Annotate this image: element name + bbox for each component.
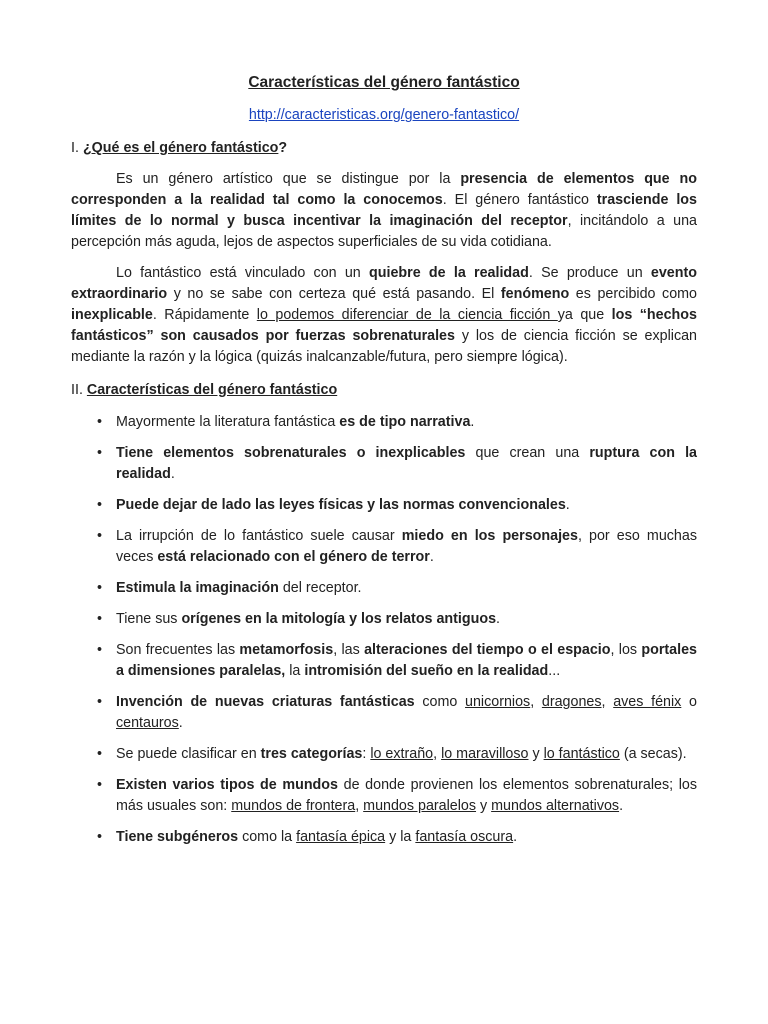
- text-run: como la: [238, 829, 297, 845]
- text-run: .: [513, 829, 518, 845]
- underlined-link[interactable]: unicornios: [465, 694, 531, 710]
- bullet-icon: •: [97, 611, 103, 627]
- text-run: . Rápidamente: [152, 307, 257, 323]
- text-run: ,: [601, 694, 614, 710]
- text-run: ya que: [557, 307, 612, 323]
- text-run: La irrupción de lo fantástico suele causar: [116, 528, 402, 544]
- document-body: [71, 72, 697, 858]
- characteristics-list: [71, 412, 697, 848]
- list-item: [71, 609, 697, 630]
- underlined-link[interactable]: lo podemos diferenciar de la ciencia ficción: [256, 307, 558, 323]
- bold-run: es de tipo narrativa: [339, 414, 471, 430]
- bold-run: inexplicable: [71, 307, 153, 323]
- text-run: , por eso muchas veces: [116, 528, 697, 565]
- underlined-link[interactable]: lo maravilloso: [441, 746, 529, 762]
- bold-run: ruptura con la realidad: [116, 445, 698, 482]
- bold-run: Existen varios tipos de mundos: [116, 777, 338, 793]
- text-run: y: [528, 746, 544, 762]
- text-run: , los: [610, 642, 642, 658]
- text-run: Son frecuentes las: [116, 642, 240, 658]
- text-run: y: [476, 798, 492, 814]
- bullet-icon: •: [97, 694, 103, 710]
- document-title: Características del género fantástico: [248, 74, 520, 91]
- text-run: ,: [530, 694, 542, 710]
- underlined-link[interactable]: mundos paralelos: [363, 798, 477, 814]
- bold-run: trasciende los límites de lo normal y busca incentivar la imaginación del receptor: [71, 192, 697, 229]
- bold-run: intromisión del sueño en la realidad: [304, 663, 549, 679]
- section-2-title: Características del género fantástico: [86, 382, 338, 398]
- text-run: . Se produce un: [528, 265, 651, 281]
- list-item: [71, 775, 697, 817]
- text-run: . El género fantástico: [442, 192, 597, 208]
- text-run: o: [681, 694, 697, 710]
- text-run: .: [496, 611, 501, 627]
- underlined-link[interactable]: dragones: [541, 694, 602, 710]
- text-run: .: [565, 497, 570, 513]
- bullet-icon: •: [97, 829, 103, 845]
- list-item: [71, 412, 697, 433]
- section-1-number: I.: [71, 140, 79, 156]
- paragraph-2: [71, 263, 697, 368]
- source-link-line: [71, 105, 697, 126]
- text-run: del receptor.: [278, 580, 362, 596]
- list-item: [71, 578, 697, 599]
- list-item: [71, 692, 697, 734]
- source-link[interactable]: http://caracteristicas.org/genero-fantastico/: [248, 107, 520, 123]
- underlined-link[interactable]: fantasía épica: [296, 829, 386, 845]
- text-run: Se puede clasificar en: [116, 746, 261, 762]
- bold-run: los “hechos fantásticos” son causados por fuerzas sobrenaturales: [71, 307, 697, 344]
- bold-run: Estimula la imaginación: [116, 580, 279, 596]
- bold-run: metamorfosis: [239, 642, 334, 658]
- bullet-icon: •: [97, 497, 103, 513]
- underlined-link[interactable]: lo fantástico: [543, 746, 620, 762]
- list-item: [71, 827, 697, 848]
- text-run: .: [470, 414, 475, 430]
- section-2-number: II.: [71, 382, 83, 398]
- list-item: [71, 744, 697, 765]
- text-run: de donde provienen los elementos sobrenaturales; los más usuales son:: [116, 777, 697, 814]
- section-1-heading: [71, 138, 697, 159]
- text-run: .: [170, 466, 175, 482]
- bullet-icon: •: [97, 445, 103, 461]
- bullet-icon: •: [97, 414, 103, 430]
- text-run: .: [619, 798, 624, 814]
- bold-run: fenómeno: [500, 286, 570, 302]
- section-1-title-end: ?: [278, 140, 288, 156]
- bold-run: Tiene elementos sobrenaturales o inexplicables: [116, 445, 466, 461]
- text-run: que crean una: [465, 445, 590, 461]
- text-run: , incitándolo a una percepción más aguda, lejos de aspectos superficiales de su vida cotidiana.: [71, 213, 697, 250]
- bold-run: alteraciones del tiempo o el espacio: [364, 642, 611, 658]
- section-1-title: ¿Qué es el género fantástico: [82, 140, 279, 156]
- underlined-link[interactable]: fantasía oscura: [415, 829, 514, 845]
- text-run: Mayormente la literatura fantástica: [116, 414, 340, 430]
- bold-run: Invención de nuevas criaturas fantásticas: [116, 694, 415, 710]
- bullet-icon: •: [97, 528, 103, 544]
- text-run: Tiene sus: [116, 611, 182, 627]
- bold-run: orígenes en la mitología y los relatos antiguos: [181, 611, 497, 627]
- text-run: la: [285, 663, 305, 679]
- underlined-link[interactable]: lo extraño: [370, 746, 434, 762]
- list-item: [71, 443, 697, 485]
- text-run: es percibido como: [569, 286, 698, 302]
- text-run: y no se sabe con certeza qué está pasando. El: [167, 286, 501, 302]
- text-run: como: [414, 694, 466, 710]
- bullet-icon: •: [97, 642, 103, 658]
- text-run: Lo fantástico está vinculado con un: [116, 265, 370, 281]
- text-run: (a secas).: [619, 746, 687, 762]
- bold-run: está relacionado con el género de terror: [157, 549, 430, 565]
- text-run: .: [178, 715, 183, 731]
- underlined-link[interactable]: mundos de frontera: [231, 798, 356, 814]
- bold-run: Puede dejar de lado las leyes físicas y las normas convencionales: [116, 497, 566, 513]
- text-run: ...: [548, 663, 561, 679]
- bold-run: evento extraordinario: [71, 265, 697, 302]
- text-run: .: [429, 549, 434, 565]
- text-run: :: [362, 746, 371, 762]
- bold-run: Tiene subgéneros: [116, 829, 239, 845]
- text-run: y los de ciencia ficción se explican mediante la razón y la lógica (quizás inalcanzable/futura, pero siempre lógica).: [71, 328, 697, 365]
- text-run: ,: [433, 746, 442, 762]
- bold-run: presencia de elementos que no corresponden a la realidad tal como la conocemos: [71, 171, 697, 208]
- text-run: y la: [385, 829, 416, 845]
- bold-run: quiebre de la realidad: [369, 265, 529, 281]
- bold-run: tres categorías: [260, 746, 363, 762]
- list-item: [71, 526, 697, 568]
- list-item: [71, 640, 697, 682]
- bullet-icon: •: [97, 580, 103, 596]
- paragraph-1: [71, 169, 697, 253]
- bullet-icon: •: [97, 777, 103, 793]
- text-run: , las: [333, 642, 365, 658]
- bold-run: miedo en los personajes: [401, 528, 578, 544]
- underlined-link[interactable]: mundos alternativos: [491, 798, 620, 814]
- bullet-icon: •: [97, 746, 103, 762]
- underlined-link[interactable]: aves fénix: [613, 694, 682, 710]
- list-item: [71, 495, 697, 516]
- bold-run: portales a dimensiones paralelas,: [116, 642, 697, 679]
- text-run: ,: [355, 798, 364, 814]
- section-2-heading: [71, 380, 697, 401]
- text-run: Es un género artístico que se distingue por la: [116, 171, 461, 187]
- underlined-link[interactable]: centauros: [116, 715, 179, 731]
